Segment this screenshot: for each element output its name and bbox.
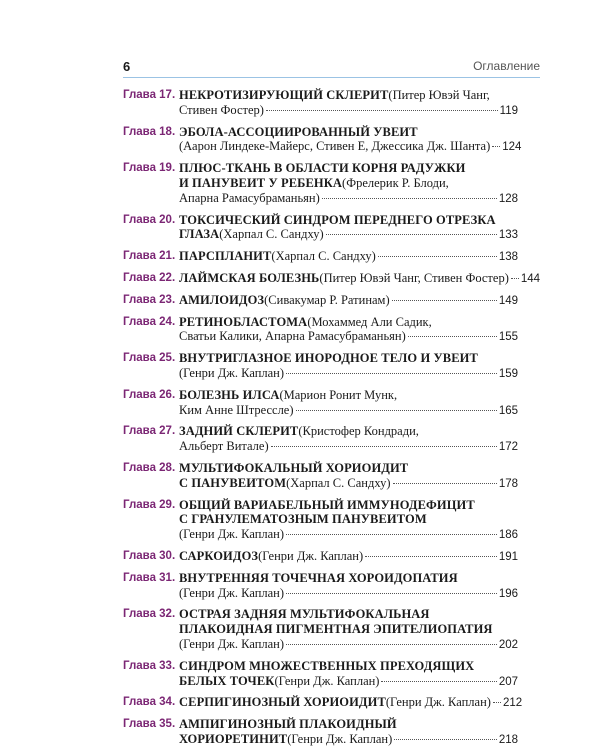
header-divider: [123, 77, 540, 78]
page-ref: 212: [502, 697, 523, 710]
chapter-authors: (Генри Дж. Каплан): [179, 636, 285, 651]
dot-leader: [286, 373, 497, 374]
chapter-label: Глава 24.: [123, 315, 176, 328]
chapter-authors: (Фрелерик Р. Блоди,: [342, 175, 449, 190]
page-ref: 155: [498, 331, 518, 344]
chapter-label: Глава 27.: [123, 425, 176, 438]
dot-leader: [492, 146, 500, 147]
chapter-label: Глава 19.: [123, 162, 176, 175]
page-header: [123, 59, 540, 77]
entry-line: [179, 695, 523, 711]
chapter-label: Глава 29.: [123, 498, 176, 511]
entry-line: [179, 732, 518, 748]
chapter-title: АМПИГИНОЗНЫЙ ПЛАКОИДНЫЙ: [179, 717, 397, 732]
page-ref: 191: [498, 550, 518, 563]
chapter-title: ЛАЙМСКАЯ БОЛЕЗНЬ: [179, 270, 320, 285]
entry-line: [179, 527, 518, 543]
dot-leader: [296, 410, 497, 411]
page-ref: 138: [498, 251, 518, 264]
chapter-label: Глава 31.: [123, 571, 176, 584]
chapter-authors: (Питер Ювэй Чанг, Стивен Фостер): [319, 270, 509, 285]
dot-leader: [393, 483, 497, 484]
chapter-title: ТОКСИЧЕСКИЙ СИНДРОМ ПЕРЕДНЕГО ОТРЕЗКА: [179, 212, 496, 227]
dot-leader: [392, 300, 497, 301]
chapter-title: ОБЩИЙ ВАРИАБЕЛЬНЫЙ ИММУНОДЕФИЦИТ: [179, 497, 475, 512]
chapter-title: ОСТРАЯ ЗАДНЯЯ МУЛЬТИФОКАЛЬНАЯ: [179, 607, 430, 622]
chapter-label: Глава 23.: [123, 293, 176, 306]
chapter-title: МУЛЬТИФОКАЛЬНЫЙ ХОРИОИДИТ: [179, 460, 409, 475]
toc-entry[interactable]: [123, 88, 518, 119]
dot-leader: [378, 256, 497, 257]
entry-line: [179, 329, 518, 345]
toc-entry[interactable]: [123, 270, 541, 287]
chapter-authors: (Марион Ронит Мунк,: [279, 387, 398, 402]
page-ref: 133: [498, 229, 518, 242]
table-of-contents: [123, 88, 541, 754]
dot-leader: [511, 278, 519, 279]
entry-line: [179, 176, 518, 191]
dot-leader: [266, 110, 498, 111]
chapter-label: Глава 34.: [123, 696, 176, 709]
entry-line: [179, 366, 518, 382]
entry-line: [179, 315, 518, 330]
chapter-label: Глава 22.: [123, 271, 176, 284]
toc-entry[interactable]: [123, 388, 518, 419]
chapter-title: ПЛАКОИДНАЯ ПИГМЕНТНАЯ ЭПИТЕЛИОПАТИЯ: [179, 622, 493, 637]
chapter-title: ГЛАЗА: [179, 227, 220, 242]
toc-entry[interactable]: [123, 351, 518, 382]
entry-line: [179, 249, 518, 265]
page-ref: 159: [498, 367, 518, 380]
toc-entry[interactable]: [123, 571, 518, 602]
chapter-authors: (Кристофер Кондради,: [298, 424, 419, 439]
page-ref: 202: [498, 638, 518, 651]
dot-leader: [408, 336, 497, 337]
chapter-label: Глава 25.: [123, 352, 176, 365]
chapter-title: ЗАДНИЙ СКЛЕРИТ: [179, 424, 299, 439]
chapter-label: Глава 33.: [123, 659, 176, 672]
chapter-authors: (Питер Ювэй Чанг,: [388, 88, 490, 102]
chapter-title: АМИЛОИДОЗ: [179, 292, 265, 307]
page-number: 6: [123, 59, 131, 74]
entry-line: [179, 461, 518, 476]
chapter-authors: Ким Анне Штрессле): [179, 402, 294, 417]
page-ref: 149: [498, 294, 518, 307]
chapter-authors: (Сивакумар Р. Ратинам): [264, 292, 390, 307]
chapter-title: СИНДРОМ МНОЖЕСТВЕННЫХ ПРЕХОДЯЩИХ: [179, 658, 475, 673]
chapter-authors: Альберт Витале): [179, 439, 269, 454]
entry-line: [179, 139, 522, 155]
entry-line: [179, 549, 518, 565]
entry-line: [179, 293, 518, 309]
chapter-title: ВНУТРИГЛАЗНОЕ ИНОРОДНОЕ ТЕЛО И УВЕИТ: [179, 351, 478, 366]
chapter-title: БЕЛЫХ ТОЧЕК: [179, 673, 275, 688]
toc-entry[interactable]: [123, 315, 518, 346]
toc-entry[interactable]: [123, 161, 518, 206]
entry-line: [179, 674, 518, 690]
chapter-authors: (Генри Дж. Каплан): [274, 673, 380, 688]
chapter-title: САРКОИДОЗ: [179, 548, 259, 563]
entry-line: [179, 512, 518, 527]
dot-leader: [493, 702, 501, 703]
dot-leader: [365, 556, 497, 557]
entry-line: [179, 103, 518, 119]
toc-entry[interactable]: [123, 424, 518, 455]
toc-entry[interactable]: [123, 498, 518, 543]
entry-line: [179, 125, 518, 140]
chapter-title: ПАРСПЛАНИТ: [179, 249, 272, 264]
chapter-title: НЕКРОТИЗИРУЮЩИЙ СКЛЕРИТ: [179, 88, 389, 102]
page-ref: 128: [498, 192, 518, 205]
section-title: Оглавление: [473, 59, 540, 73]
chapter-label: Глава 21.: [123, 250, 176, 263]
chapter-authors: (Харпал С. Сандху): [286, 475, 391, 490]
dot-leader: [394, 739, 497, 740]
chapter-label: Глава 18.: [123, 125, 176, 138]
entry-line: [179, 227, 518, 243]
entry-line: [179, 717, 518, 732]
toc-entry[interactable]: [123, 461, 518, 492]
chapter-title: ХОРИОРЕТИНИТ: [179, 731, 288, 746]
dot-leader: [286, 534, 497, 535]
page-ref: 178: [498, 477, 518, 490]
entry-line: [179, 161, 518, 176]
chapter-authors: Сватьи Калики, Апарна Рамасубраманьян): [179, 329, 406, 344]
chapter-authors: (Генри Дж. Каплан): [385, 695, 491, 710]
entry-line: [179, 622, 518, 637]
dot-leader: [286, 644, 497, 645]
chapter-label: Глава 28.: [123, 461, 176, 474]
entry-line: [179, 270, 541, 287]
chapter-title: ЭБОЛА-АССОЦИИРОВАННЫЙ УВЕИТ: [179, 124, 418, 139]
dot-leader: [286, 593, 497, 594]
entry-line: [179, 213, 518, 228]
chapter-authors: (Харпал С. Сандху): [219, 227, 324, 242]
toc-entry[interactable]: [123, 717, 518, 748]
entry-line: [179, 439, 518, 455]
toc-entry[interactable]: [123, 659, 518, 690]
page-ref: 119: [499, 104, 518, 117]
chapter-authors: (Харпал С. Сандху): [271, 249, 376, 264]
toc-entry[interactable]: [123, 607, 518, 652]
page-ref: 186: [498, 529, 518, 542]
toc-entry[interactable]: [123, 695, 523, 711]
chapter-label: Глава 20.: [123, 213, 176, 226]
chapter-title: С ПАНУВЕИТОМ: [179, 475, 287, 490]
chapter-title: СЕРПИГИНОЗНЫЙ ХОРИОИДИТ: [179, 695, 386, 710]
entry-line: [179, 607, 518, 622]
chapter-label: Глава 32.: [123, 608, 176, 621]
entry-line: [179, 659, 518, 674]
toc-entry[interactable]: [123, 213, 518, 244]
chapter-title: И ПАНУВЕИТ У РЕБЕНКА: [179, 175, 343, 190]
dot-leader: [326, 234, 497, 235]
chapter-authors: (Генри Дж. Каплан): [179, 365, 285, 380]
chapter-authors: (Генри Дж. Каплан): [179, 585, 285, 600]
toc-entry[interactable]: [123, 293, 518, 309]
chapter-title: БОЛЕЗНЬ ИЛСА: [179, 387, 280, 402]
dot-leader: [381, 681, 496, 682]
page-ref: 207: [498, 675, 518, 688]
entry-line: [179, 476, 518, 492]
entry-line: [179, 403, 518, 419]
entry-line: [179, 424, 518, 439]
page-ref: 144: [520, 272, 541, 285]
chapter-title: ВНУТРЕННЯЯ ТОЧЕЧНАЯ ХОРОИДОПАТИЯ: [179, 570, 458, 585]
entry-line: [179, 351, 518, 366]
entry-line: [179, 637, 518, 653]
chapter-authors: (Мохаммед Али Садик,: [307, 314, 432, 329]
entry-line: [179, 586, 518, 602]
chapter-authors: Стивен Фостер): [179, 102, 264, 117]
chapter-title: С ГРАНУЛЕМАТОЗНЫМ ПАНУВЕИТОМ: [179, 512, 427, 527]
entry-line: [179, 388, 518, 403]
chapter-label: Глава 35.: [123, 718, 176, 731]
page-ref: 172: [498, 441, 518, 454]
entry-line: [179, 571, 518, 586]
chapter-title: РЕТИНОБЛАСТОМА: [179, 314, 308, 329]
toc-entry[interactable]: [123, 549, 518, 565]
dot-leader: [322, 198, 497, 199]
entry-line: [179, 88, 518, 103]
dot-leader: [271, 446, 497, 447]
toc-entry[interactable]: [123, 124, 522, 156]
page-ref: 165: [498, 404, 518, 417]
chapter-title: ПЛЮС-ТКАНЬ В ОБЛАСТИ КОРНЯ РАДУЖКИ: [179, 161, 466, 176]
chapter-label: Глава 30.: [123, 549, 176, 562]
chapter-authors: (Генри Дж. Каплан): [258, 548, 364, 563]
chapter-label: Глава 26.: [123, 388, 176, 401]
toc-entry[interactable]: [123, 249, 518, 265]
entry-line: [179, 498, 518, 513]
chapter-label: Глава 17.: [123, 89, 176, 101]
page-ref: 218: [498, 733, 518, 746]
chapter-authors: Апарна Рамасубраманьян): [179, 190, 320, 205]
page-ref: 196: [498, 587, 518, 600]
chapter-authors: (Генри Дж. Каплан): [287, 731, 393, 746]
page-ref: 124: [502, 141, 522, 154]
entry-line: [179, 191, 518, 207]
chapter-authors: (Генри Дж. Каплан): [179, 527, 285, 542]
chapter-authors: (Аарон Линдеке-Майерс, Стивен Е, Джессика Дж. Шанта): [179, 139, 491, 154]
